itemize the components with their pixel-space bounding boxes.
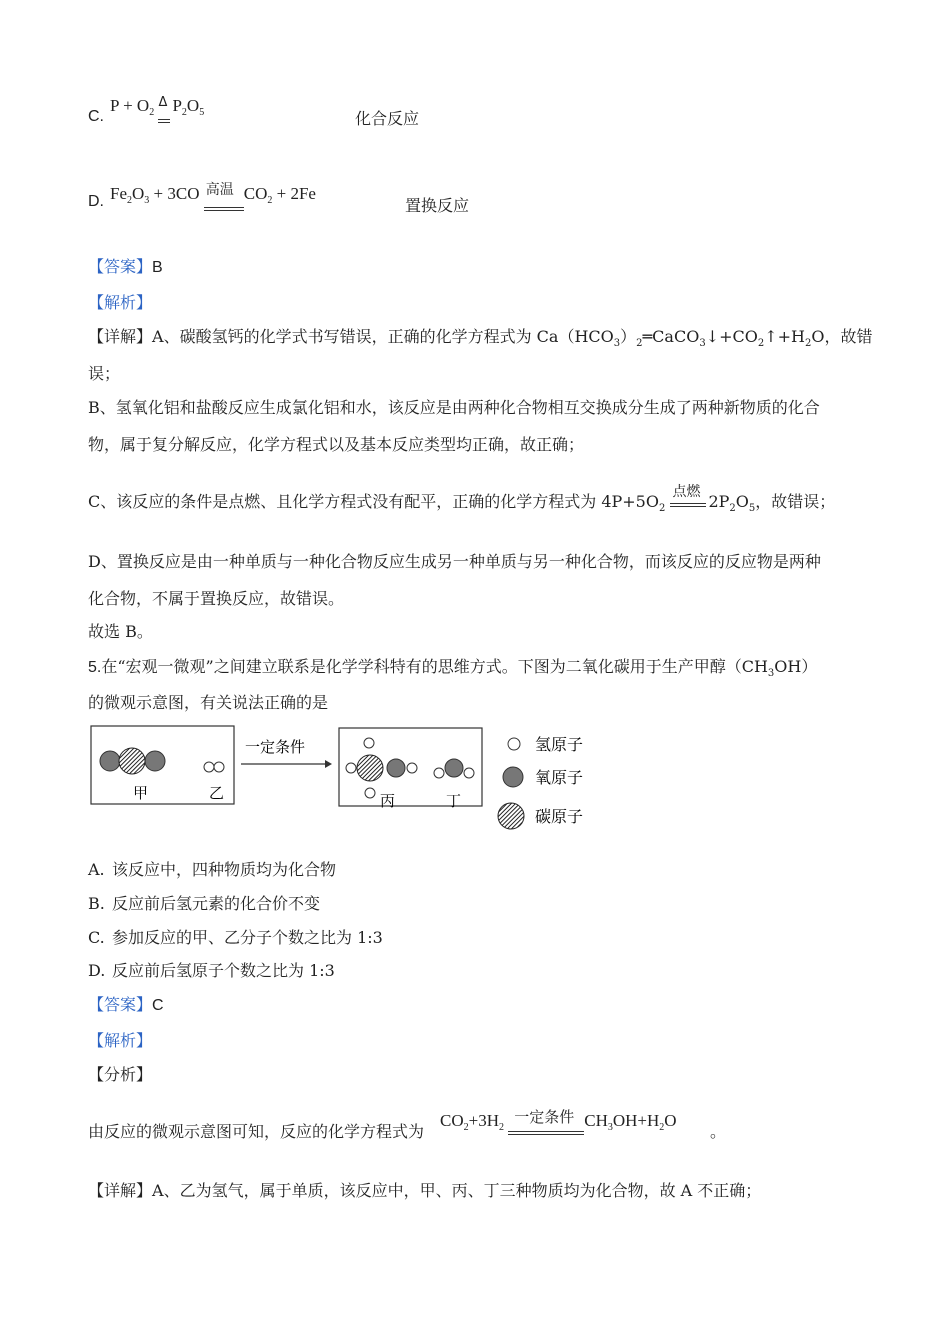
label-jia: 甲 <box>133 784 149 802</box>
carbon-atom-icon <box>498 803 524 829</box>
label-ding: 丁 <box>446 792 462 810</box>
hydrogen-atom-icon <box>364 738 374 748</box>
q5-fenxi-end: 。 <box>710 1122 727 1141</box>
q4-detail-b-line1: B、氢氧化铝和盐酸反应生成氯化铝和水，该反应是由两种化合物相互交换成分生成了两种新物质的化合 <box>88 398 820 417</box>
q5-analysis-tag: 【解析】 <box>88 1031 153 1050</box>
q5-answer: 【答案】C <box>88 995 164 1014</box>
q5-detail-a: 【详解】A、乙为氢气，属于单质，该反应中，甲、丙、丁三种物质均为化合物，故 A 不正确； <box>88 1181 762 1200</box>
legend-oxygen: 氧原子 <box>535 768 584 787</box>
hydrogen-atom-icon <box>214 762 224 772</box>
legend-carbon: 碳原子 <box>535 807 584 826</box>
label-yi: 乙 <box>209 784 225 802</box>
arrow-head-icon <box>325 760 332 768</box>
q5-stem-line2: 的微观示意图，有关说法正确的是 <box>88 693 329 712</box>
oxygen-atom-icon <box>387 759 405 777</box>
hydrogen-atom-icon <box>434 768 444 778</box>
hydrogen-atom-icon <box>407 763 417 773</box>
q5-fenxi-tag: 【分析】 <box>88 1065 153 1084</box>
carbon-atom-icon <box>357 755 383 781</box>
option-c-label: C. <box>88 108 104 125</box>
q5-option-a: A. 该反应中，四种物质均为化合物 <box>88 860 337 879</box>
hydrogen-atom-icon <box>346 763 356 773</box>
hydrogen-atom-icon <box>365 788 375 798</box>
q4-answer: 【答案】B <box>88 257 163 276</box>
arrow-condition: 一定条件 <box>245 738 306 756</box>
option-d-label: D. <box>88 193 104 210</box>
oxygen-atom-icon <box>100 751 120 771</box>
q4-detail-d-line2: 化合物，不属于置换反应，故错误。 <box>88 589 345 608</box>
legend-hydrogen: 氢原子 <box>535 735 584 754</box>
hydrogen-atom-icon <box>204 762 214 772</box>
label-bing: 丙 <box>380 792 396 810</box>
option-c-type: 化合反应 <box>355 109 420 128</box>
option-d-type: 置换反应 <box>405 196 470 215</box>
q5-option-b: B. 反应前后氢元素的化合价不变 <box>88 894 321 913</box>
q5-option-c: C. 参加反应的甲、乙分子个数之比为 1:3 <box>88 928 383 947</box>
q4-detail-d-line1: D、置换反应是由一种单质与一种化合物反应生成另一种单质与另一种化合物，而该反应的反应物是两种 <box>88 552 821 571</box>
hydrogen-atom-icon <box>508 738 520 750</box>
oxygen-atom-icon <box>145 751 165 771</box>
oxygen-atom-icon <box>503 767 523 787</box>
option-c-equation: $P + O_2$ Δ $P_2O_5$ <box>110 96 204 116</box>
q4-detail-a-line2: 误； <box>88 364 121 383</box>
q4-detail-a: 【详解】A、碳酸氢钙的化学式书写错误，正确的化学方程式为 $Ca(HCO_3)_2═CaCO_3↓+CO_2↑+H_2O$，故错 <box>88 327 873 349</box>
q5-fenxi-text: 由反应的微观示意图可知，反应的化学方程式为 <box>88 1122 425 1141</box>
reaction-diagram <box>85 720 605 840</box>
option-d-equation: $Fe_2O_3 + 3CO$ 高温 $CO_2 + 2Fe$ <box>110 184 316 204</box>
carbon-atom-icon <box>119 748 145 774</box>
q4-detail-c: C、该反应的条件是点燃、且化学方程式没有配平，正确的化学方程式为 $4P+5O_2$ 点燃 $2P_2O_5$，故错误； <box>88 484 836 514</box>
q4-detail-b-line2: 物，属于复分解反应，化学方程式以及基本反应类型均正确，故正确； <box>88 435 585 454</box>
oxygen-atom-icon <box>445 759 463 777</box>
q5-option-d: D. 反应前后氢原子个数之比为 1:3 <box>88 961 335 980</box>
q4-analysis-tag: 【解析】 <box>88 293 153 312</box>
q4-conclusion: 故选 B。 <box>88 622 153 641</box>
hydrogen-atom-icon <box>464 768 474 778</box>
q5-fenxi-equation: $CO_2+3H_2$ 一定条件 $CH_3OH+H_2O$ <box>440 1108 677 1133</box>
q5-stem-line1: 5.在“宏观一微观”之间建立联系是化学学科特有的思维方式。下图为二氧化碳用于生产甲醇$(CH_3OH)$ <box>88 657 818 679</box>
